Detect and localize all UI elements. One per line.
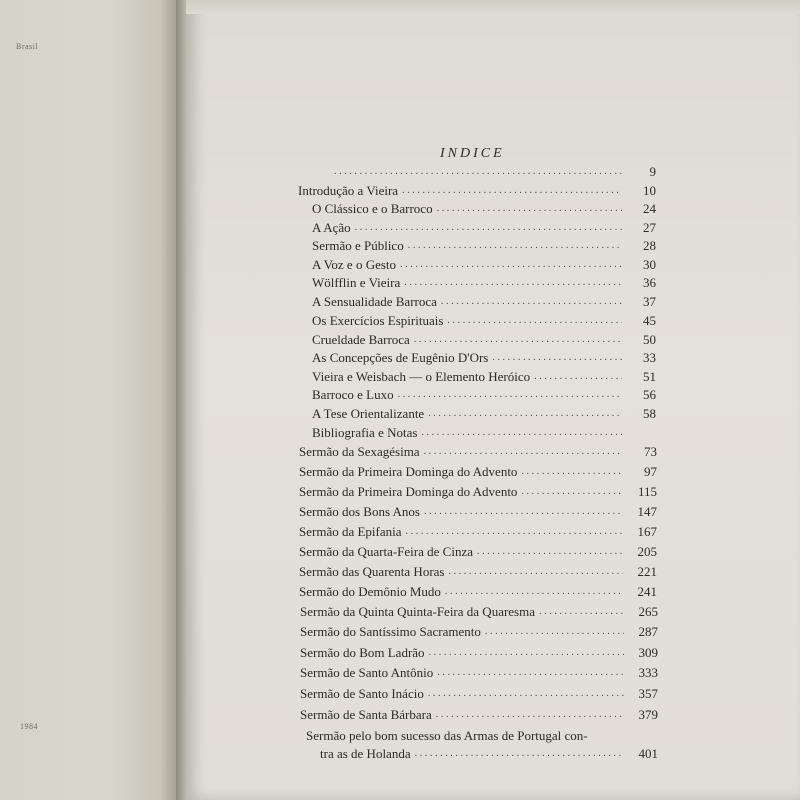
toc-entry-page: 205 [637,544,657,559]
toc-entry-title: A Sensualidade Barroca [312,294,437,309]
leader-dots [436,710,624,720]
toc-entry-title: Introdução a Vieira [298,183,399,198]
toc-entry-page: 167 [637,524,657,539]
toc-entry-title: Sermão de Santo Antônio [300,665,434,680]
toc-entry-title: A Tese Orientalizante [312,406,425,421]
leader-dots [448,567,623,577]
leader-dots [398,390,622,400]
toc-entry [299,482,657,500]
toc-entry-title: Sermão da Quarta-Feira de Cinza [299,544,473,559]
leader-dots [408,241,622,251]
toc-entry-title: Sermão da Epifania [299,524,402,539]
toc-entry-title: Wölfflin e Vieira [312,275,401,290]
leader-dots [404,278,622,288]
toc-entry-title: Vieira e Weisbach — o Elemento Heróico [312,369,531,384]
toc-entry-page: 9 [649,164,656,179]
leader-dots [429,648,624,658]
leader-dots [424,507,623,517]
toc-entry-title: Barroco e Luxo [312,387,394,402]
toc-entry-title: As Concepções de Eugênio D'Ors [312,350,489,365]
leader-dots [445,587,623,597]
toc-entry [300,705,658,723]
toc-entry [312,330,656,348]
toc-entry-title: Sermão pelo bom sucesso das Armas de Portugal con- [306,728,588,743]
toc-entry [320,744,658,762]
leader-dots [406,527,623,537]
toc-entry [312,385,656,403]
left-page-bottom-mark: 1984 [20,722,38,731]
toc-entry [312,292,656,310]
toc-entry [312,199,656,217]
toc-entry [312,255,656,273]
toc-entry-title: A Voz e o Gesto [312,257,397,272]
toc-entry-page: 221 [637,564,657,579]
toc-entry-title: Sermão da Quinta Quinta-Feira da Quaresma [300,604,536,619]
toc-entry [299,502,657,520]
leader-dots [441,297,622,307]
toc-entry [299,542,657,560]
toc-entry [300,663,658,681]
toc-entry [298,181,656,199]
toc-entry [312,218,656,236]
toc-entry-title: Sermão dos Bons Anos [299,504,420,519]
leader-dots [437,204,622,214]
leader-dots [521,487,623,497]
leader-dots [477,547,623,557]
toc-entry-page: 51 [643,369,656,384]
toc-entry-title: Sermão das Quarenta Horas [299,564,445,579]
toc-entry [300,684,658,702]
toc-entry [299,582,657,600]
toc-entry-page: 309 [638,645,658,660]
toc-entry [312,348,656,366]
leader-dots [334,167,622,177]
toc-entry [299,442,657,460]
toc-entry [299,562,657,580]
toc-entry [312,404,656,422]
toc-entry-page: 333 [638,665,658,680]
leader-dots [402,186,622,196]
toc-entry [299,522,657,540]
toc-entry-page: 33 [643,350,656,365]
toc-entry-page: 357 [638,686,658,701]
toc-entry-title: Sermão de Santa Bárbara [300,707,432,722]
toc-entry-page: 287 [638,624,658,639]
toc-entry-title: Sermão da Sexagésima [299,444,420,459]
toc-entry-page: 37 [643,294,656,309]
toc-entry-title: Sermão de Santo Inácio [300,686,424,701]
leader-dots [521,467,623,477]
leader-dots [447,316,622,326]
index-heading: INDICE [440,146,505,161]
toc-entry-page: 56 [643,387,656,402]
toc-entry [300,643,658,661]
leader-dots [424,447,623,457]
leader-dots [534,372,622,382]
toc-entry-title: Sermão do Demônio Mudo [299,584,441,599]
leader-dots [428,409,622,419]
toc-entry-page: 10 [643,183,656,198]
toc-entry-title: Sermão da Primeira Dominga do Advento [299,484,518,499]
leader-dots [539,607,624,617]
leader-dots [421,428,622,438]
leader-dots [492,353,622,363]
toc-entry-title: tra as de Holanda [320,746,411,761]
toc-entry [299,462,657,480]
toc-entry-page: 115 [637,484,657,499]
toc-entry-title: Crueldade Barroca [312,332,410,347]
toc-entry-page: 147 [637,504,657,519]
toc-entry-page: 241 [637,584,657,599]
toc-entry-page: 265 [638,604,658,619]
leader-dots [355,223,622,233]
toc-entry-title: Sermão e Público [312,238,404,253]
toc-entry-page: 28 [643,238,656,253]
toc-entry-page: 401 [638,746,658,761]
toc-entry-page: 50 [643,332,656,347]
toc-entry-title: Os Exercícios Espirituais [312,313,444,328]
toc-entry-page: 379 [638,707,658,722]
leader-dots [437,668,624,678]
toc-entry-page: 73 [644,444,657,459]
toc-entry-title: Sermão da Primeira Dominga do Advento [299,464,518,479]
leader-dots [428,689,624,699]
toc-entry [300,602,658,620]
toc-entry [312,367,656,385]
toc-entry-page: 97 [644,464,657,479]
toc-entry [312,311,656,329]
toc-entry-title: A Ação [312,220,351,235]
toc-entry-page: 58 [643,406,656,421]
toc-entry [312,273,656,291]
toc-entry [330,162,656,180]
leader-dots [415,749,624,759]
leader-dots [400,260,622,270]
toc-entry-title: Sermão do Bom Ladrão [300,645,425,660]
toc-entry-page: 30 [643,257,656,272]
toc-entry [312,423,656,441]
toc-entry-page: 45 [643,313,656,328]
toc-entry-page: 36 [643,275,656,290]
toc-entry-title: Sermão do Santíssimo Sacramento [300,624,481,639]
toc-entry-page: 27 [643,220,656,235]
toc-entry-title: O Clássico e o Barroco [312,201,433,216]
toc-entry-page: 24 [643,201,656,216]
toc-entry [312,236,656,254]
leader-dots [414,335,622,345]
leader-dots [485,627,624,637]
left-page-top-mark: Brasil [16,42,39,51]
toc-entry-title: Bibliografia e Notas [312,425,418,440]
toc-entry [300,622,658,640]
